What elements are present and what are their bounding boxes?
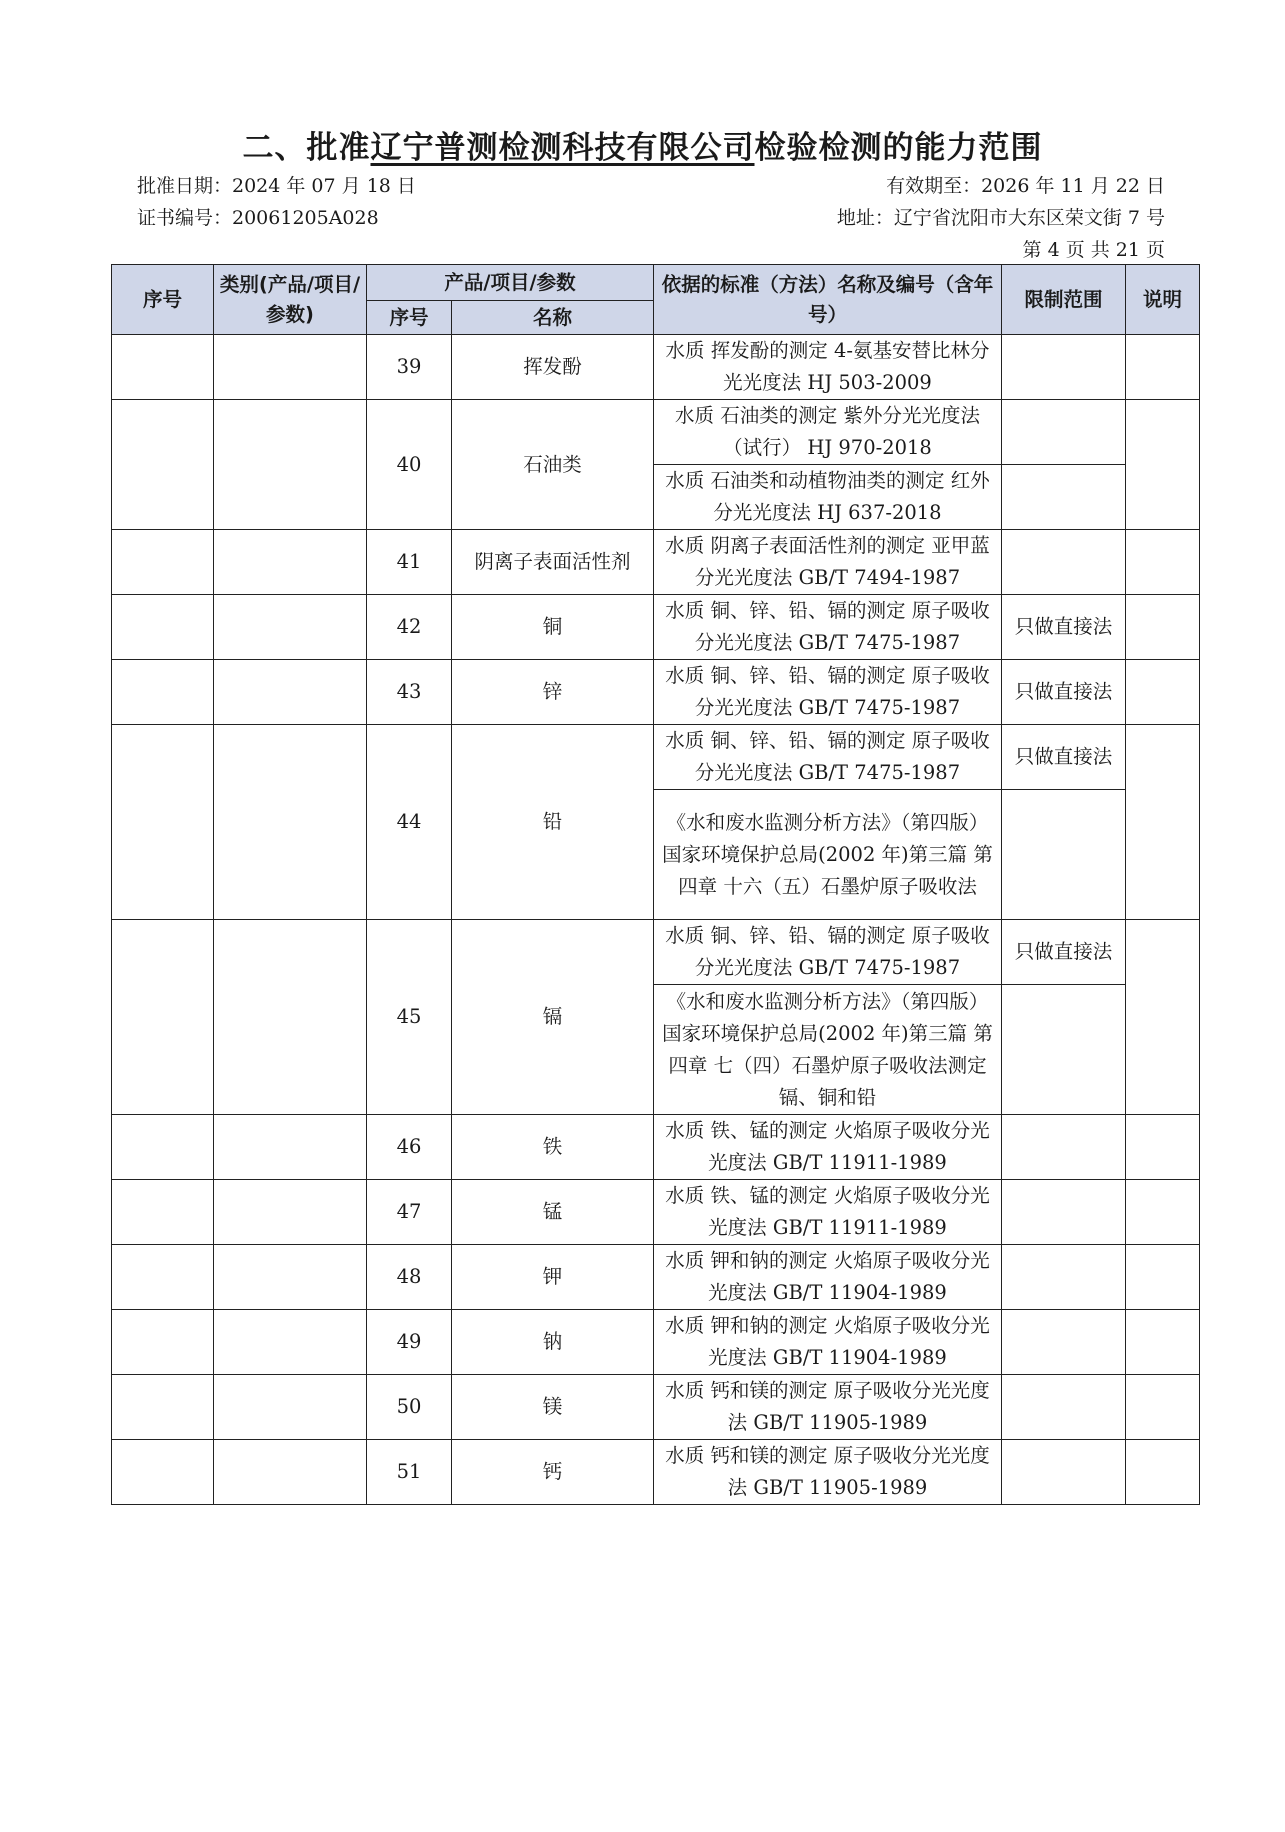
table-row: [112, 1310, 1200, 1375]
cell-item-name: 阴离子表面活性剂: [452, 530, 654, 595]
table-row: [112, 1245, 1200, 1310]
cell-item-no: 42: [367, 595, 452, 660]
cell-item-no: 40: [367, 400, 452, 530]
cell-item-name: 钙: [452, 1440, 654, 1505]
cell-standard: 水质 钾和钠的测定 火焰原子吸收分光光度法 GB/T 11904-1989: [654, 1245, 1002, 1310]
table-row: [112, 595, 1200, 660]
cell-standard: 水质 铜、锌、铅、镉的测定 原子吸收分光光度法 GB/T 7475-1987: [654, 595, 1002, 660]
cell-note: [1126, 725, 1200, 920]
cell-item-no: 46: [367, 1115, 452, 1180]
table-row: [112, 1115, 1200, 1180]
capability-table: [111, 264, 1200, 1505]
cell-standard: 水质 挥发酚的测定 4-氨基安替比林分光光度法 HJ 503-2009: [654, 335, 1002, 400]
cell-item-no: 43: [367, 660, 452, 725]
cell-item-no: 41: [367, 530, 452, 595]
table-row: [112, 725, 1200, 790]
cell-no: [112, 400, 214, 530]
cell-no: [112, 1310, 214, 1375]
cell-no: [112, 1245, 214, 1310]
header-sub-name: 名称: [452, 301, 654, 335]
cell-item-name: 锰: [452, 1180, 654, 1245]
cell-note: [1126, 1375, 1200, 1440]
cell-item-name: 铅: [452, 725, 654, 920]
header-sub-no: 序号: [367, 301, 452, 335]
cell-note: [1126, 400, 1200, 530]
cell-limit: [1002, 1310, 1126, 1375]
table-body: [112, 335, 1200, 1505]
cert-number: 证书编号：20061205A028: [137, 207, 379, 229]
cell-note: [1126, 1245, 1200, 1310]
cell-limit: [1002, 790, 1126, 920]
header-product-group: 产品/项目/参数: [367, 265, 654, 301]
cell-note: [1126, 595, 1200, 660]
cell-standard: 水质 石油类的测定 紫外分光光度法（试行） HJ 970-2018: [654, 400, 1002, 465]
cell-standard: 水质 铜、锌、铅、镉的测定 原子吸收分光光度法 GB/T 7475-1987: [654, 725, 1002, 790]
cell-category: [214, 725, 367, 920]
cell-item-name: 锌: [452, 660, 654, 725]
cell-limit: [1002, 1245, 1126, 1310]
cell-item-name: 钾: [452, 1245, 654, 1310]
cell-category: [214, 335, 367, 400]
cell-category: [214, 530, 367, 595]
cell-limit: [1002, 1180, 1126, 1245]
cell-no: [112, 725, 214, 920]
cell-item-name: 铜: [452, 595, 654, 660]
cell-item-name: 镉: [452, 920, 654, 1115]
cell-category: [214, 920, 367, 1115]
table-row: [112, 1375, 1200, 1440]
cell-category: [214, 595, 367, 660]
title-prefix: 二、批准: [242, 130, 371, 166]
page-title: [0, 122, 1285, 167]
table-header: [112, 265, 1200, 335]
cell-no: [112, 335, 214, 400]
cell-limit: 只做直接法: [1002, 725, 1126, 790]
approval-date: 批准日期：2024 年 07 月 18 日: [137, 175, 416, 197]
cell-item-no: 48: [367, 1245, 452, 1310]
cell-note: [1126, 530, 1200, 595]
cell-limit: [1002, 465, 1126, 530]
table-row: [112, 335, 1200, 400]
cell-standard: 水质 铁、锰的测定 火焰原子吸收分光光度法 GB/T 11911-1989: [654, 1115, 1002, 1180]
cell-standard: 水质 钙和镁的测定 原子吸收分光光度法 GB/T 11905-1989: [654, 1440, 1002, 1505]
header-no: 序号: [112, 265, 214, 335]
page-number: 第 4 页 共 21 页: [1022, 239, 1165, 261]
table-row: [112, 1180, 1200, 1245]
header-category: 类别(产品/项目/参数): [214, 265, 367, 335]
cell-note: [1126, 335, 1200, 400]
cell-note: [1126, 920, 1200, 1115]
cell-no: [112, 1180, 214, 1245]
cell-standard: 水质 钙和镁的测定 原子吸收分光光度法 GB/T 11905-1989: [654, 1375, 1002, 1440]
cell-item-no: 39: [367, 335, 452, 400]
cell-note: [1126, 1310, 1200, 1375]
header-standard: 依据的标准（方法）名称及编号（含年号）: [654, 265, 1002, 335]
table-row: [112, 1440, 1200, 1505]
cell-standard: 《水和废水监测分析方法》（第四版）国家环境保护总局(2002 年)第三篇 第四章 十六（五）石墨炉原子吸收法: [654, 790, 1002, 920]
cell-item-no: 50: [367, 1375, 452, 1440]
cell-category: [214, 400, 367, 530]
cell-item-no: 51: [367, 1440, 452, 1505]
cell-note: [1126, 1115, 1200, 1180]
cell-item-no: 44: [367, 725, 452, 920]
cell-category: [214, 1245, 367, 1310]
cell-limit: [1002, 985, 1126, 1115]
header-limit: 限制范围: [1002, 265, 1126, 335]
cell-no: [112, 595, 214, 660]
title-org: 辽宁普测检测科技有限公司: [370, 130, 755, 166]
cell-no: [112, 530, 214, 595]
cell-note: [1126, 1440, 1200, 1505]
cell-no: [112, 920, 214, 1115]
cell-limit: 只做直接法: [1002, 660, 1126, 725]
cell-standard: 水质 钾和钠的测定 火焰原子吸收分光光度法 GB/T 11904-1989: [654, 1310, 1002, 1375]
table-row: [112, 530, 1200, 595]
cell-standard: 水质 阴离子表面活性剂的测定 亚甲蓝分光光度法 GB/T 7494-1987: [654, 530, 1002, 595]
cell-standard: 《水和废水监测分析方法》（第四版）国家环境保护总局(2002 年)第三篇 第四章 七（四）石墨炉原子吸收法测定镉、铜和铅: [654, 985, 1002, 1115]
cell-no: [112, 1440, 214, 1505]
cell-limit: [1002, 335, 1126, 400]
cell-no: [112, 660, 214, 725]
cell-no: [112, 1375, 214, 1440]
cell-note: [1126, 660, 1200, 725]
cell-standard: 水质 铁、锰的测定 火焰原子吸收分光光度法 GB/T 11911-1989: [654, 1180, 1002, 1245]
cell-limit: 只做直接法: [1002, 595, 1126, 660]
cell-item-no: 47: [367, 1180, 452, 1245]
title-suffix: 检验检测的能力范围: [754, 130, 1043, 166]
cell-standard: 水质 铜、锌、铅、镉的测定 原子吸收分光光度法 GB/T 7475-1987: [654, 920, 1002, 985]
cell-item-name: 挥发酚: [452, 335, 654, 400]
cell-limit: [1002, 1115, 1126, 1180]
cell-limit: [1002, 1375, 1126, 1440]
cell-standard: 水质 石油类和动植物油类的测定 红外分光光度法 HJ 637-2018: [654, 465, 1002, 530]
table-row: [112, 660, 1200, 725]
cell-category: [214, 1440, 367, 1505]
cell-limit: [1002, 530, 1126, 595]
cell-item-name: 钠: [452, 1310, 654, 1375]
cell-category: [214, 1310, 367, 1375]
table-row: [112, 400, 1200, 465]
header-note: 说明: [1126, 265, 1200, 335]
cell-item-no: 45: [367, 920, 452, 1115]
valid-until: 有效期至：2026 年 11 月 22 日: [886, 175, 1165, 197]
cell-limit: [1002, 400, 1126, 465]
cell-limit: [1002, 1440, 1126, 1505]
cell-category: [214, 1115, 367, 1180]
cell-item-name: 铁: [452, 1115, 654, 1180]
cell-category: [214, 1375, 367, 1440]
address: 地址：辽宁省沈阳市大东区荣文街 7 号: [836, 207, 1165, 229]
cell-standard: 水质 铜、锌、铅、镉的测定 原子吸收分光光度法 GB/T 7475-1987: [654, 660, 1002, 725]
cell-item-name: 镁: [452, 1375, 654, 1440]
cell-item-name: 石油类: [452, 400, 654, 530]
cell-category: [214, 660, 367, 725]
cell-no: [112, 1115, 214, 1180]
cell-note: [1126, 1180, 1200, 1245]
cell-item-no: 49: [367, 1310, 452, 1375]
cell-limit: 只做直接法: [1002, 920, 1126, 985]
table-row: [112, 920, 1200, 985]
cell-category: [214, 1180, 367, 1245]
